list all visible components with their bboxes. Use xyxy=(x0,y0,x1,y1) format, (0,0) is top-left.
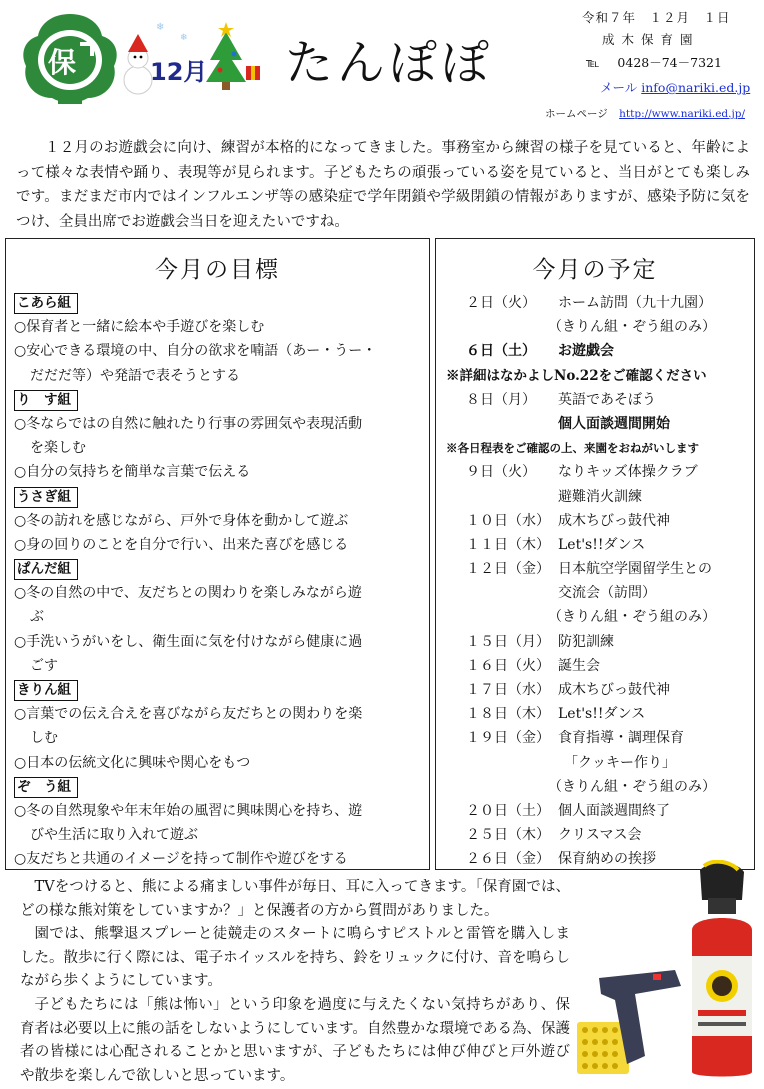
schedule-date: １０日（水） xyxy=(466,512,550,529)
schedule-date: ２日（火） xyxy=(466,295,536,311)
schedule-date: ２０日（土） xyxy=(466,802,550,819)
class-group-header xyxy=(14,557,424,581)
schedule-row xyxy=(446,460,751,484)
schedule-row xyxy=(446,605,751,629)
class-group-header xyxy=(14,291,424,315)
class-group-header xyxy=(14,678,424,702)
goals-title: 今月の目標 xyxy=(155,257,280,283)
school-homepage xyxy=(545,104,745,124)
goal-item: ○安心できる環境の中、自分の欲求を喃語（あー・うー・ xyxy=(14,343,377,360)
goal-item: ○保育者と一緒に絵本や手遊びを楽しむ xyxy=(14,319,265,336)
class-group-label: こあら組 xyxy=(14,293,78,314)
goal-item: ○言葉での伝え合えを喜びながら友だちとの関わりを楽 xyxy=(14,706,363,723)
schedule-event: 誕生会 xyxy=(558,657,600,674)
bear-spray-image xyxy=(680,860,762,1080)
school-email xyxy=(600,78,750,98)
schedule-date: １２日（金） xyxy=(466,561,550,578)
starter-pistol-image xyxy=(575,960,685,1080)
email-link[interactable]: info@nariki.ed.jp xyxy=(641,80,751,95)
schedule-event: お遊戯会 xyxy=(558,343,614,360)
schedule-event: 「クッキー作り」 xyxy=(564,754,676,771)
homepage-link[interactable]: http://www.nariki.ed.jp/ xyxy=(619,108,745,120)
class-group-label: ぞ う組 xyxy=(14,777,78,798)
schedule-event: 日本航空学園留学生との xyxy=(558,561,712,578)
svg-text:❄: ❄ xyxy=(156,22,165,33)
schedule-date: ６日（土） xyxy=(466,343,536,360)
schedule-event: Let's!!ダンス xyxy=(558,706,646,723)
schedule-date: ８日（月） xyxy=(466,391,536,408)
schedule-row xyxy=(446,799,751,823)
schedule-event: 英語であそぼう xyxy=(558,391,656,408)
school-phone xyxy=(586,53,722,73)
schedule-row xyxy=(446,339,751,363)
class-group-header xyxy=(14,485,424,509)
school-name: 成木保育園 xyxy=(602,32,700,47)
schedule-event: なりキッズ体操クラブ xyxy=(558,464,698,481)
goal-item: ○自分の気持ちを簡単な言葉で伝える xyxy=(14,464,251,481)
svg-text:❄: ❄ xyxy=(180,33,188,43)
schedule-date: ２５日（木） xyxy=(466,827,550,844)
goal-item: ○冬ならではの自然に触れたり行事の雰囲気や表現活動 xyxy=(14,415,363,432)
schedule-date: ９日（火） xyxy=(466,464,536,481)
schedule-title: 今月の予定 xyxy=(532,257,658,283)
schedule-date: １１日（木） xyxy=(466,536,550,553)
schedule-row xyxy=(446,533,751,557)
schedule-row xyxy=(446,485,751,509)
class-group-label: ぱんだ組 xyxy=(14,559,78,580)
schedule-event: 成木ちびっ鼓代神 xyxy=(558,512,670,529)
goal-item-continuation: びや生活に取り入れて遊ぶ xyxy=(30,827,198,844)
schedule-event: 個人面談週間終了 xyxy=(558,802,670,819)
monthly-goals-panel xyxy=(5,238,430,870)
schedule-row xyxy=(446,557,751,581)
article-paragraph: 子どもたちには「熊は怖い」という印象を過度に与えたくない気持ちがあり、保育者は必要以上に熊の話をしないようにしています。自然豊かな環境である為、保護者の皆様には心配されることかと思いますが、子どもたちには伸び伸びと戸外遊びや散歩を楽しんで欲しいと思っています。 xyxy=(20,996,570,1084)
email-label: メール xyxy=(600,80,638,95)
schedule-event: 防犯訓練 xyxy=(558,633,614,650)
schedule-row xyxy=(446,775,751,799)
goal-item: ○手洗いうがいをし、衛生面に気を付けながら健康に過 xyxy=(14,633,363,650)
schedule-event: 食育指導・調理保育 xyxy=(558,730,684,747)
schedule-row xyxy=(446,388,751,412)
schedule-event: 交流会（訪問） xyxy=(558,585,656,602)
class-group-header xyxy=(14,388,424,412)
schedule-date: １８日（木） xyxy=(466,706,550,723)
class-group-label: きりん組 xyxy=(14,680,78,701)
schedule-row xyxy=(446,654,751,678)
schedule-date: １６日（火） xyxy=(466,657,550,674)
schedule-event: （きりん組・ぞう組のみ） xyxy=(548,778,716,795)
schedule-date: １５日（月） xyxy=(466,633,550,650)
school-logo xyxy=(18,10,122,106)
schedule-row xyxy=(446,823,751,847)
schedule-event: クリスマス会 xyxy=(558,827,642,844)
goal-item: ○冬の自然現象や年末年始の風習に興味関心を持ち、遊 xyxy=(14,802,363,819)
schedule-row xyxy=(446,509,751,533)
goal-item: ○冬の自然の中で、友だちとの関わりを楽しみながら遊 xyxy=(14,585,362,602)
homepage-label: ホームページ xyxy=(545,108,608,120)
newsletter-title: たんぽぽ xyxy=(285,35,494,91)
schedule-event: Let's!!ダンス xyxy=(558,536,646,553)
phone-icon: ℡ xyxy=(586,55,600,70)
issue-date: 令和７年 １２月 １日 xyxy=(582,10,731,25)
month-label: 12月 xyxy=(150,58,208,86)
article-paragraph: TVをつけると、熊による痛ましい事件が毎日、耳に入ってきます。「保育園では、どの様な熊対策をしていますか？」と保護者の方から質問がありました。 xyxy=(20,879,570,919)
schedule-date: １７日（水） xyxy=(466,682,550,698)
goal-item: ○日本の伝統文化に興味や関心をもつ xyxy=(14,754,251,771)
monthly-schedule-panel xyxy=(435,238,755,870)
schedule-event: 保育納めの挨拶 xyxy=(558,851,656,868)
goal-item-continuation: ぶ xyxy=(30,609,44,626)
schedule-row xyxy=(446,702,751,726)
schedule-row xyxy=(446,581,751,605)
schedule-event: ホーム訪問（九十九園） xyxy=(558,295,712,311)
schedule-row xyxy=(446,291,751,315)
schedule-row xyxy=(446,364,751,388)
goal-item: ○友だちと共通のイメージを持って制作や遊びをする xyxy=(14,851,348,868)
schedule-event: （きりん組・ぞう組のみ） xyxy=(548,609,716,626)
schedule-date: ２６日（金） xyxy=(466,851,550,868)
goal-item-continuation: ごす xyxy=(30,657,58,674)
schedule-date: １９日（金） xyxy=(466,730,550,747)
article-paragraph: 園では、熊撃退スプレーと徒競走のスタートに鳴らすピストルと雷管を購入しました。散歩に行く際には、電子ホイッスルを持ち、鈴をリュックに付け、音を鳴らしながら歩くようにしています。 xyxy=(20,926,570,990)
goal-item: ○身の回りのことを自分で行い、出来た喜びを感じる xyxy=(14,536,349,553)
class-group-label: うさぎ組 xyxy=(14,487,78,508)
class-group-header xyxy=(14,775,424,799)
schedule-note: ※詳細はなかよしNo.22をご確認ください xyxy=(446,367,707,384)
schedule-row xyxy=(446,726,751,750)
goal-item: ○冬の訪れを感じながら、戸外で身体を動かして遊ぶ xyxy=(14,512,349,529)
schedule-list xyxy=(446,291,751,872)
intro-paragraph: １２月のお遊戯会に向け、練習が本格的になってきました。事務室から練習の様子を見ていると、年齢によって様々な表情や踊り、表現等が見られます。子どもたちの頑張っている姿を見ていると、当日がとても楽しみです。まだまだ市内ではインフルエンザ等の感染症で学年閉鎖や学級閉鎖の情報がありますが、感染予防に気をつけ、全員出席でお遊戯会当日を迎えたいですね。 xyxy=(16,140,750,230)
logo-text: 保 xyxy=(47,46,77,79)
schedule-row xyxy=(446,678,751,702)
class-group-label: り す組 xyxy=(14,390,78,411)
goal-item-continuation: だだだ等）や発語で表そうとする xyxy=(30,367,240,384)
schedule-row xyxy=(446,436,751,460)
schedule-event: （きりん組・ぞう組のみ） xyxy=(548,319,716,336)
schedule-row xyxy=(446,412,751,436)
schedule-row xyxy=(446,315,751,339)
goal-item-continuation: を楽しむ xyxy=(30,440,86,457)
goals-list xyxy=(14,291,424,872)
schedule-event: 成木ちびっ鼓代神 xyxy=(558,682,670,698)
bear-safety-article xyxy=(20,876,570,1088)
phone-number: 0428－74－7321 xyxy=(617,55,722,70)
goal-item-continuation: しむ xyxy=(30,730,58,747)
schedule-event: 個人面談週間開始 xyxy=(558,415,670,432)
schedule-row xyxy=(446,751,751,775)
schedule-note: ※各日程表をご確認の上、来園をおねがいします xyxy=(446,441,699,456)
schedule-row xyxy=(446,630,751,654)
schedule-event: 避難消火訓練 xyxy=(558,488,642,505)
